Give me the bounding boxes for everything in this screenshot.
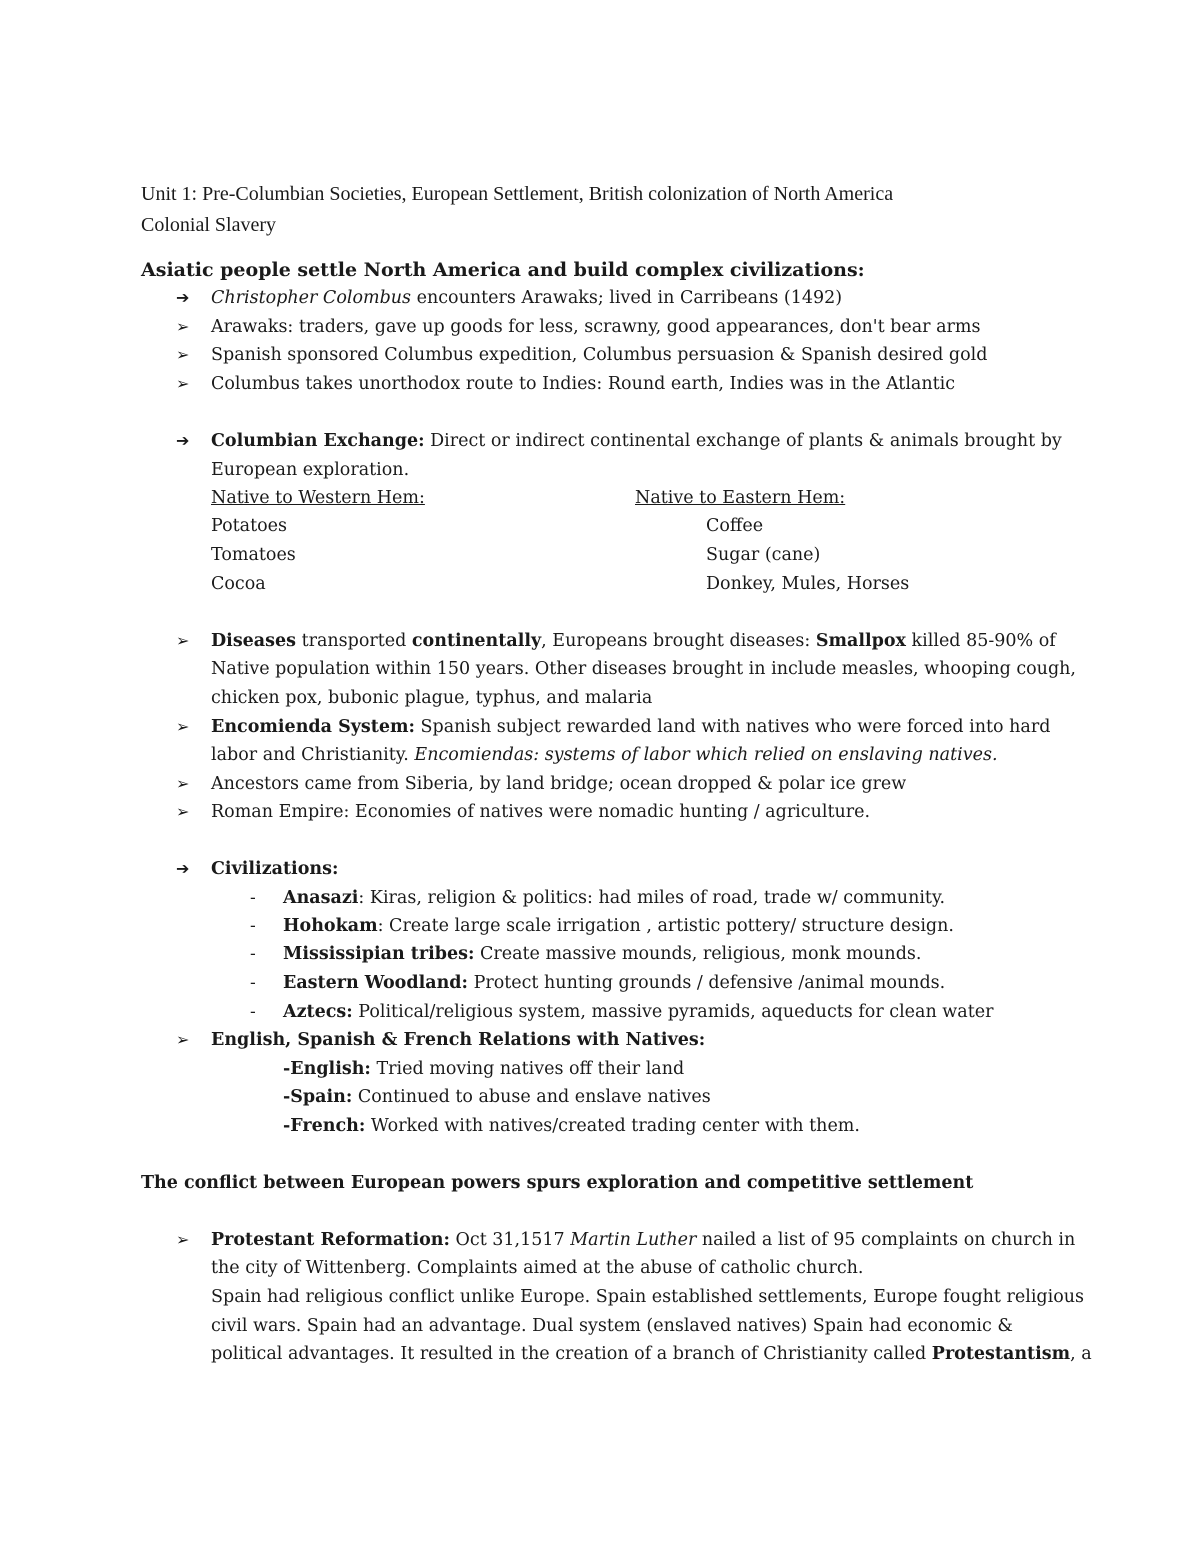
east-item: Coffee (706, 516, 764, 536)
dash-bullet: - (250, 1002, 256, 1022)
reformation-line3: Spain had religious conflict unlike Europe. Spain established settlements, Europe fought religious (211, 1287, 1085, 1307)
diseases-line3: chicken pox, bubonic plague, typhus, and malaria (211, 688, 653, 708)
relation-text: Worked with natives/created trading center with them. (365, 1116, 860, 1136)
civ-text: Political/religious system, massive pyramids, aqueducts for clean water (352, 1002, 994, 1022)
chevron-bullet-icon: ➢ (176, 774, 190, 793)
chevron-bullet-icon: ➢ (176, 631, 190, 650)
reformation-line5 (211, 1340, 1092, 1368)
section-heading-asiatic: Asiatic people settle North America and build complex civilizations: (141, 259, 865, 281)
relation-name: -Spain: (283, 1087, 353, 1107)
continentally-label: continentally (411, 631, 542, 651)
civ-item (283, 969, 945, 997)
bullet-protestant-reformation (211, 1226, 1075, 1254)
relation-text: Tried moving natives off their land (370, 1059, 685, 1079)
dash-bullet: - (250, 888, 256, 908)
east-item: Sugar (cane) (706, 545, 821, 565)
reformation-line4: civil wars. Spain had an advantage. Dual system (enslaved natives) Spain had economic & (211, 1316, 1013, 1336)
bullet-columbian-exchange (211, 427, 1062, 455)
chevron-bullet-icon: ➢ (176, 1230, 190, 1249)
civ-name: Mississipian tribes: (283, 944, 475, 964)
diseases-line2: Native population within 150 years. Other diseases brought in include measles, whooping cough, (211, 659, 1076, 679)
west-item: Potatoes (211, 516, 287, 536)
east-item: Donkey, Mules, Horses (706, 574, 910, 594)
encomienda-label: Encomienda System: (211, 717, 415, 737)
diseases-text: , Europeans brought diseases: (541, 631, 816, 651)
reformation-text: , a (1070, 1344, 1092, 1364)
arrow-bullet-icon: ➔ (176, 859, 190, 878)
chevron-bullet-icon: ➢ (176, 374, 190, 393)
civ-name: Anasazi (283, 888, 359, 908)
bullet-diseases (211, 627, 1056, 655)
encomienda-definition: Encomiendas: systems of labor which relied on enslaving natives. (414, 745, 998, 765)
relation-name: -English: (283, 1059, 371, 1079)
encomienda-text: Spanish subject rewarded land with natives who were forced into hard (414, 717, 1051, 737)
columbus-name: Christopher Colombus (211, 288, 412, 308)
bullet-arawaks: Arawaks: traders, gave up goods for less, scrawny, good appearances, don't bear arms (211, 317, 981, 337)
encomienda-line2 (211, 741, 998, 769)
relations-heading: English, Spanish & French Relations with Natives: (211, 1030, 706, 1050)
west-item: Cocoa (211, 574, 266, 594)
relation-item (283, 1083, 711, 1111)
protestantism-term: Protestantism (931, 1344, 1071, 1364)
chevron-bullet-icon: ➢ (176, 317, 190, 336)
bullet-encomienda (211, 713, 1050, 741)
columbian-exchange-label: Columbian Exchange: (211, 431, 425, 451)
encomienda-text: labor and Christianity. (211, 745, 415, 765)
civ-item (283, 884, 945, 912)
bullet-unorthodox-route: Columbus takes unorthodox route to Indies: Round earth, Indies was in the Atlantic (211, 374, 956, 394)
civ-text: Protect hunting grounds / defensive /animal mounds. (468, 973, 946, 993)
bullet-spanish-sponsored: Spanish sponsored Columbus expedition, Columbus persuasion & Spanish desired gold (211, 345, 988, 365)
eastern-hem-header: Native to Eastern Hem: (635, 488, 846, 508)
relations-label (211, 1026, 705, 1054)
civ-name: Hohokam (283, 916, 378, 936)
civ-text: : Create large scale irrigation , artistic pottery/ structure design. (377, 916, 954, 936)
civilizations-heading: Civilizations: (211, 859, 339, 879)
civ-item (283, 998, 993, 1026)
reformation-text: political advantages. It resulted in the creation of a branch of Christianity called (211, 1344, 932, 1364)
civ-text: : Kiras, religion & politics: had miles of road, trade w/ community. (358, 888, 946, 908)
west-item: Tomatoes (211, 545, 296, 565)
martin-luther-name: Martin Luther (570, 1230, 697, 1250)
civ-name: Eastern Woodland: (283, 973, 468, 993)
dash-bullet: - (250, 944, 256, 964)
relation-item (283, 1055, 684, 1083)
chevron-bullet-icon: ➢ (176, 345, 190, 364)
arrow-bullet-icon: ➔ (176, 431, 190, 450)
doc-title-line2: Colonial Slavery (141, 214, 276, 236)
smallpox-label: Smallpox (815, 631, 906, 651)
columbus-text: encounters Arawaks; lived in Carribeans (1492) (411, 288, 843, 308)
relation-item (283, 1112, 860, 1140)
civ-item (283, 940, 921, 968)
reformation-text: nailed a list of 95 complaints on church in (696, 1230, 1076, 1250)
civilizations-label (211, 855, 338, 883)
doc-title-line1: Unit 1: Pre-Columbian Societies, European Settlement, British colonization of North America (141, 183, 894, 205)
dash-bullet: - (250, 973, 256, 993)
diseases-label: Diseases (211, 631, 296, 651)
columbian-exchange-line2: European exploration. (211, 460, 410, 480)
columbian-exchange-text: Direct or indirect continental exchange of plants & animals brought by (424, 431, 1062, 451)
chevron-bullet-icon: ➢ (176, 717, 190, 736)
relation-name: -French: (283, 1116, 366, 1136)
western-hem-header: Native to Western Hem: (211, 488, 425, 508)
section-heading-conflict: The conflict between European powers spurs exploration and competitive settlement (141, 1173, 974, 1193)
reformation-line2: the city of Wittenberg. Complaints aimed at the abuse of catholic church. (211, 1258, 864, 1278)
relation-text: Continued to abuse and enslave natives (352, 1087, 711, 1107)
bullet-columbus (211, 284, 842, 312)
chevron-bullet-icon: ➢ (176, 802, 190, 821)
civ-text: Create massive mounds, religious, monk mounds. (474, 944, 922, 964)
dash-bullet: - (250, 916, 256, 936)
chevron-bullet-icon: ➢ (176, 1030, 190, 1049)
civ-item (283, 912, 954, 940)
reformation-label: Protestant Reformation: (211, 1230, 450, 1250)
reformation-text: Oct 31,1517 (449, 1230, 571, 1250)
arrow-bullet-icon: ➔ (176, 288, 190, 307)
diseases-text: transported (296, 631, 412, 651)
bullet-roman-empire: Roman Empire: Economies of natives were nomadic hunting / agriculture. (211, 802, 871, 822)
diseases-text: killed 85-90% of (905, 631, 1056, 651)
civ-name: Aztecs: (283, 1002, 353, 1022)
bullet-ancestors: Ancestors came from Siberia, by land bridge; ocean dropped & polar ice grew (211, 774, 907, 794)
